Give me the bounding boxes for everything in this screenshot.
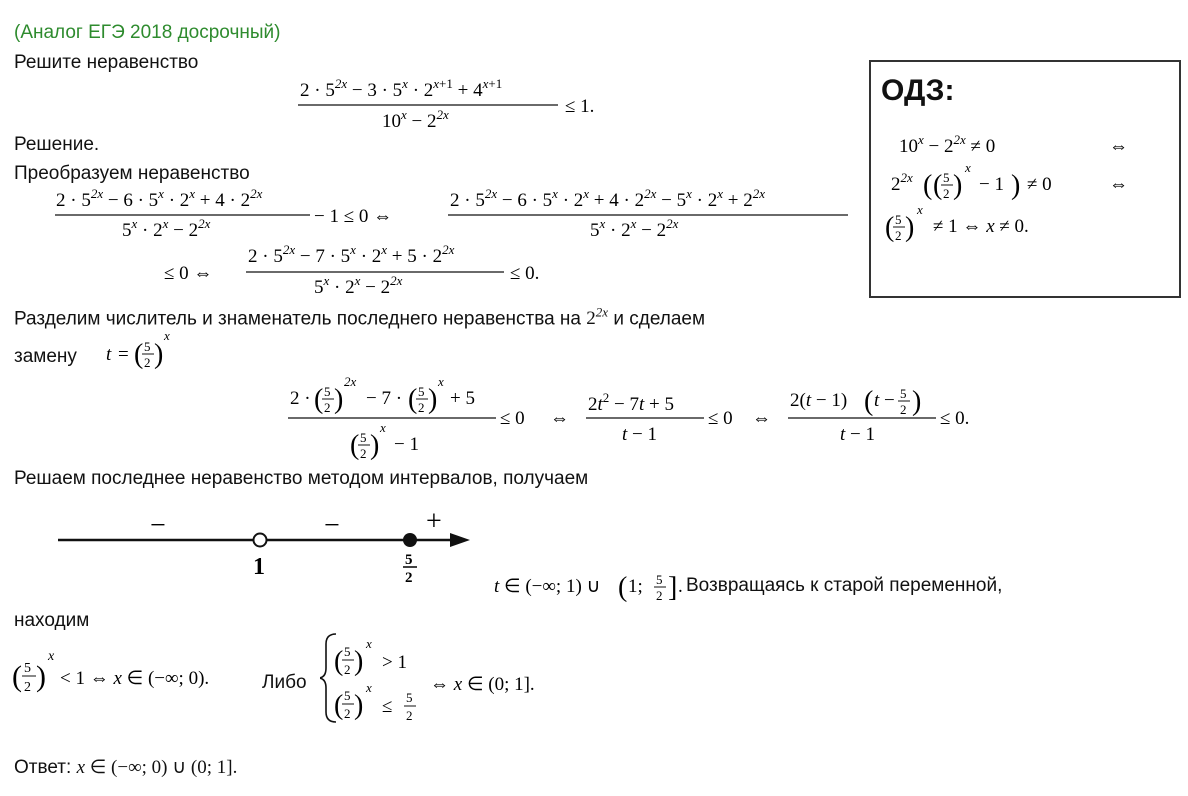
svg-text:x: x [366,636,372,651]
svg-text:− 1: − 1 [394,434,419,455]
svg-text:(: ( [864,386,874,417]
svg-text:2: 2 [344,706,351,721]
svg-text:): ) [334,384,344,415]
number-line [54,504,484,588]
step3-equation [286,374,1006,464]
header-title: (Аналог ЕГЭ 2018 досрочный) [14,22,281,43]
svg-text:(: ( [314,384,324,415]
svg-text:): ) [953,170,963,201]
step1-rhs-denominator: $5^x \cdot 2^x - 2^{2x}$ [590,216,679,241]
svg-text:> 1: > 1 [382,652,407,673]
svg-text:): ) [36,660,46,693]
step2-numerator: $2 \cdot 5^{2x} - 7 \cdot 5^x \cdot 2^x + 5 \cdot 2^{2x}$ [248,244,455,267]
step3-final: ≤ 0. [940,408,970,429]
svg-text:22x: $2^{2x}$ [891,170,913,195]
problem-numerator: $2 \cdot 5^{2x} - 3 \cdot 5^x \cdot 2^{x+1} + 4^{x+1}$ [300,76,503,101]
svg-text:): ) [354,646,364,677]
svg-text:≠ 0: ≠ 0 [1027,174,1052,195]
svg-text:x: x [380,420,386,435]
step2-suffix: ≤ 0. [510,263,540,284]
step3-eq1: ⇔ [550,408,569,429]
svg-text:.: . [678,576,683,597]
svg-text:5: 5 [406,690,413,705]
svg-text:5: 5 [324,384,331,399]
svg-text:≤: ≤ [382,696,393,717]
svg-text:2: 2 [360,446,367,461]
svg-text:t ∈ (−∞; 1) ∪: t ∈ (−∞; 1) ∪ [494,576,601,597]
step1-rhs-numerator: $2 \cdot 5^{2x} - 6 \cdot 5^x \cdot 2^x + 4 \cdot 2^{2x} - 5^x \cdot 2^x + 2^{2x}$ [450,186,765,211]
answer-label: Ответ: [14,757,72,778]
point2-denominator: 2 [405,570,413,586]
svg-text:t − 1: t − 1 [840,424,875,445]
svg-text:−: − [884,390,895,411]
svg-text:2 ·: 2 · [290,388,311,409]
axis-arrow-icon [450,533,470,547]
svg-text:): ) [154,339,164,370]
svg-text:2: 2 [344,662,351,677]
svg-text:x: x [965,160,971,175]
solution-label: Решение. [14,134,100,155]
step3-rel1: ≤ 0 [500,408,525,429]
svg-text:t: t [874,390,880,411]
svg-text:x: x [366,680,372,695]
divide-text-tail: и сделаем [613,308,706,330]
odz-line1: $10^x - 2^{2x} \ne 0$ [899,132,996,157]
answer-value: x ∈ (−∞; 0) ∪ (0; 1]. [76,757,238,778]
substitution-formula [104,330,174,374]
case1-formula [10,636,260,702]
svg-text:t: t [106,344,112,365]
svg-text:2: 2 [943,186,950,201]
step3-f2-numerator: $2t^2 - 7t + 5$ [588,390,674,415]
svg-text:5: 5 [360,430,367,445]
svg-text:x: x [917,202,923,217]
open-point [254,534,267,547]
svg-text:2: 2 [418,400,425,415]
svg-text:− 1: − 1 [979,174,1004,195]
svg-text:5: 5 [895,212,902,227]
divide-power: $2^{2x}$ [586,305,609,330]
step2-denominator: $5^x \cdot 2^x - 2^{2x}$ [314,273,403,298]
step1-lhs-denominator: $5^x \cdot 2^x - 2^{2x}$ [122,216,211,241]
svg-text:2: 2 [144,355,151,370]
odz-box [869,60,1181,298]
odz-equiv2: ⇔ [1109,174,1128,195]
odz-title: ОДЗ: [881,74,955,107]
svg-text:2: 2 [656,588,663,603]
svg-text:=: = [118,344,129,365]
svg-text:x: x [438,374,444,389]
point2-numerator: 5 [405,552,413,568]
svg-text:5: 5 [943,170,950,185]
svg-text:): ) [428,384,438,415]
svg-text:]: ] [668,572,678,603]
svg-text:(: ( [408,384,418,415]
svg-text:(: ( [12,660,22,693]
svg-text:1;: 1; [628,576,643,597]
svg-text:2: 2 [406,708,413,723]
svg-text:5: 5 [344,644,351,659]
step3-f2-denominator: t − 1 [622,424,657,445]
svg-text:(: ( [885,212,895,243]
problem-inequality [290,76,620,134]
svg-text:2: 2 [324,400,331,415]
svg-text:2(t − 1): 2(t − 1) [790,390,848,411]
finding-label: находим [14,610,90,631]
svg-text:x: x [164,330,170,343]
t-result [492,562,684,608]
sign-left: − [150,510,166,541]
divide-text-main: Разделим числитель и знаменатель последнего неравенства на [14,308,581,330]
system-formula [320,630,570,726]
step1-equation [50,186,860,244]
svg-text:5: 5 [144,339,151,354]
svg-text:(: ( [334,646,344,677]
svg-text:(: ( [618,572,628,603]
svg-text:5: 5 [656,572,663,587]
step2-equation [160,244,580,300]
transform-label: Преобразуем неравенство [14,163,250,184]
svg-text:(: ( [933,170,943,201]
case2-result: ⇔ x ∈ (0; 1]. [430,674,535,695]
svg-text:): ) [370,430,380,461]
svg-text:− 7 ·: − 7 · [366,388,403,409]
sign-right: + [426,506,442,537]
step1-lhs-tail: − 1 ≤ 0 ⇔ [314,206,393,227]
step1-lhs-numerator: $2 \cdot 5^{2x} - 6 \cdot 5^x \cdot 2^x + 4 \cdot 2^{2x}$ [56,186,263,211]
svg-text:(: ( [923,170,933,201]
svg-text:+ 5: + 5 [450,388,475,409]
filled-point [403,533,417,547]
task-label: Решите неравенство [14,52,199,73]
sign-middle: − [324,510,340,541]
svg-text:5: 5 [344,688,351,703]
svg-text:(: ( [350,430,360,461]
step3-eq2: ⇔ [752,408,771,429]
svg-text:2x: 2x [344,374,357,389]
svg-text:2: 2 [24,680,31,695]
either-label: Либо [262,672,307,693]
problem-relation: ≤ 1. [565,96,595,117]
svg-text:2: 2 [895,228,902,243]
odz-equiv1: ⇔ [1109,136,1128,157]
point1-label: 1 [253,554,265,580]
problem-denominator: $10^x - 2^{2x}$ [382,107,449,132]
svg-text:): ) [354,690,364,721]
divide-text [14,302,705,330]
step2-prefix: ≤ 0 ⇔ [164,263,213,284]
intervals-text: Решаем последнее неравенство методом интервалов, получаем [14,468,589,489]
svg-text:2: 2 [900,402,907,417]
answer-line [14,757,237,779]
svg-text:): ) [912,386,922,417]
svg-text:): ) [905,212,915,243]
svg-text:x: x [48,649,55,664]
substitution-label: замену [14,346,77,367]
svg-text:): ) [1011,170,1021,201]
svg-text:≠ 1 ⇔ x ≠ 0.: ≠ 1 ⇔ x ≠ 0. [933,216,1029,237]
svg-text:5: 5 [24,661,31,676]
step3-rel2: ≤ 0 [708,408,733,429]
svg-text:5: 5 [900,386,907,401]
svg-text:(: ( [334,690,344,721]
svg-text:5: 5 [418,384,425,399]
odz-formulas [871,122,1177,252]
return-text: Возвращаясь к старой переменной, [686,575,1003,596]
svg-text:< 1 ⇔ x ∈ (−∞; 0).: < 1 ⇔ x ∈ (−∞; 0). [60,668,210,689]
svg-text:(: ( [134,339,144,370]
